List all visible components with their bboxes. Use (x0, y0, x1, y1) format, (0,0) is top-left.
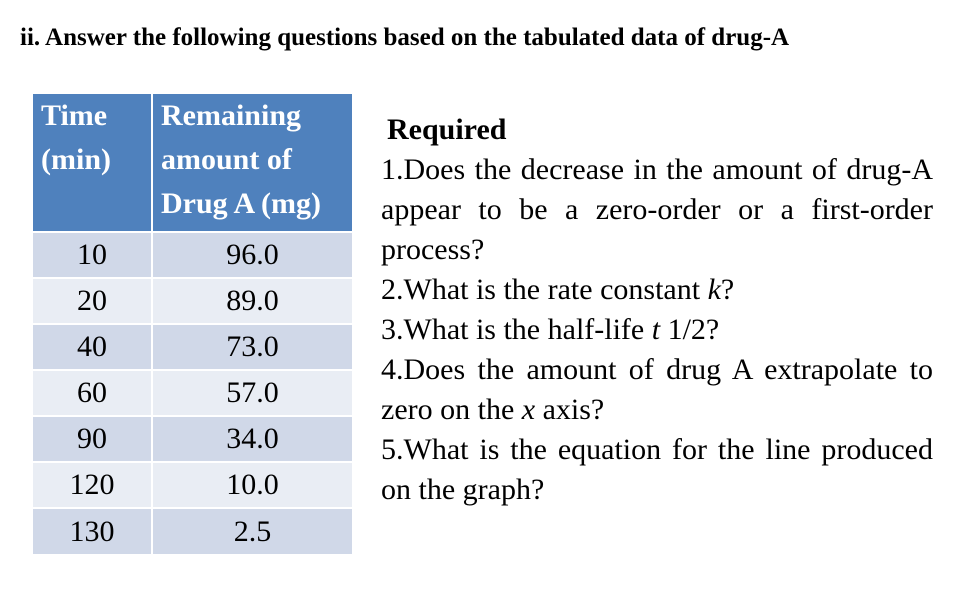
amount-cell: 2.5 (152, 508, 352, 554)
question-4-text: 4.Does the amount of drug A extrapolate to zero on the (381, 353, 933, 426)
table-row (33, 278, 352, 324)
header-remaining-amount (152, 94, 352, 232)
question-2 (381, 270, 933, 310)
question-3-end: 1/2? (660, 313, 720, 346)
header-time-line: (min) (41, 143, 111, 176)
table-row (33, 232, 352, 278)
question-4-end: axis? (535, 393, 605, 426)
question-4-variable: x (521, 393, 536, 426)
time-cell: 120 (33, 462, 152, 508)
page-heading: ii. Answer the following questions based on the tabulated data of drug-A (20, 24, 790, 51)
drug-data-table (33, 94, 352, 554)
question-3-variable: t (651, 313, 661, 346)
table-header-row (33, 94, 352, 232)
time-cell: 10 (33, 232, 152, 278)
question-1: 1.Does the decrease in the amount of drug-A appear to be a zero-order or a first-order process? (381, 153, 933, 266)
amount-cell: 10.0 (152, 462, 352, 508)
table-row (33, 370, 352, 416)
amount-cell: 34.0 (152, 416, 352, 462)
header-remaining-line: amount of (161, 143, 292, 176)
table-row (33, 508, 352, 554)
amount-cell: 57.0 (152, 370, 352, 416)
table-row (33, 462, 352, 508)
time-cell: 60 (33, 370, 152, 416)
time-cell: 130 (33, 508, 152, 554)
time-cell: 20 (33, 278, 152, 324)
question-2-variable: k (707, 273, 721, 306)
questions-title: Required (387, 113, 507, 146)
question-3 (381, 310, 933, 350)
table-row (33, 416, 352, 462)
amount-cell: 96.0 (152, 232, 352, 278)
question-5: 5.What is the equation for the line produced on the graph? (381, 433, 933, 506)
table-row (33, 324, 352, 370)
questions-panel (381, 110, 933, 510)
question-2-end: ? (720, 273, 735, 306)
header-time-line: Time (41, 99, 108, 132)
time-cell: 90 (33, 416, 152, 462)
time-cell: 40 (33, 324, 152, 370)
question-2-text: 2.What is the rate constant (381, 273, 708, 306)
header-remaining-line: Remaining (161, 99, 302, 132)
amount-cell: 89.0 (152, 278, 352, 324)
question-3-text: 3.What is the half-life (381, 313, 652, 346)
header-remaining-line: Drug A (mg) (161, 187, 321, 220)
amount-cell: 73.0 (152, 324, 352, 370)
question-4 (381, 350, 933, 430)
header-time (33, 94, 152, 232)
